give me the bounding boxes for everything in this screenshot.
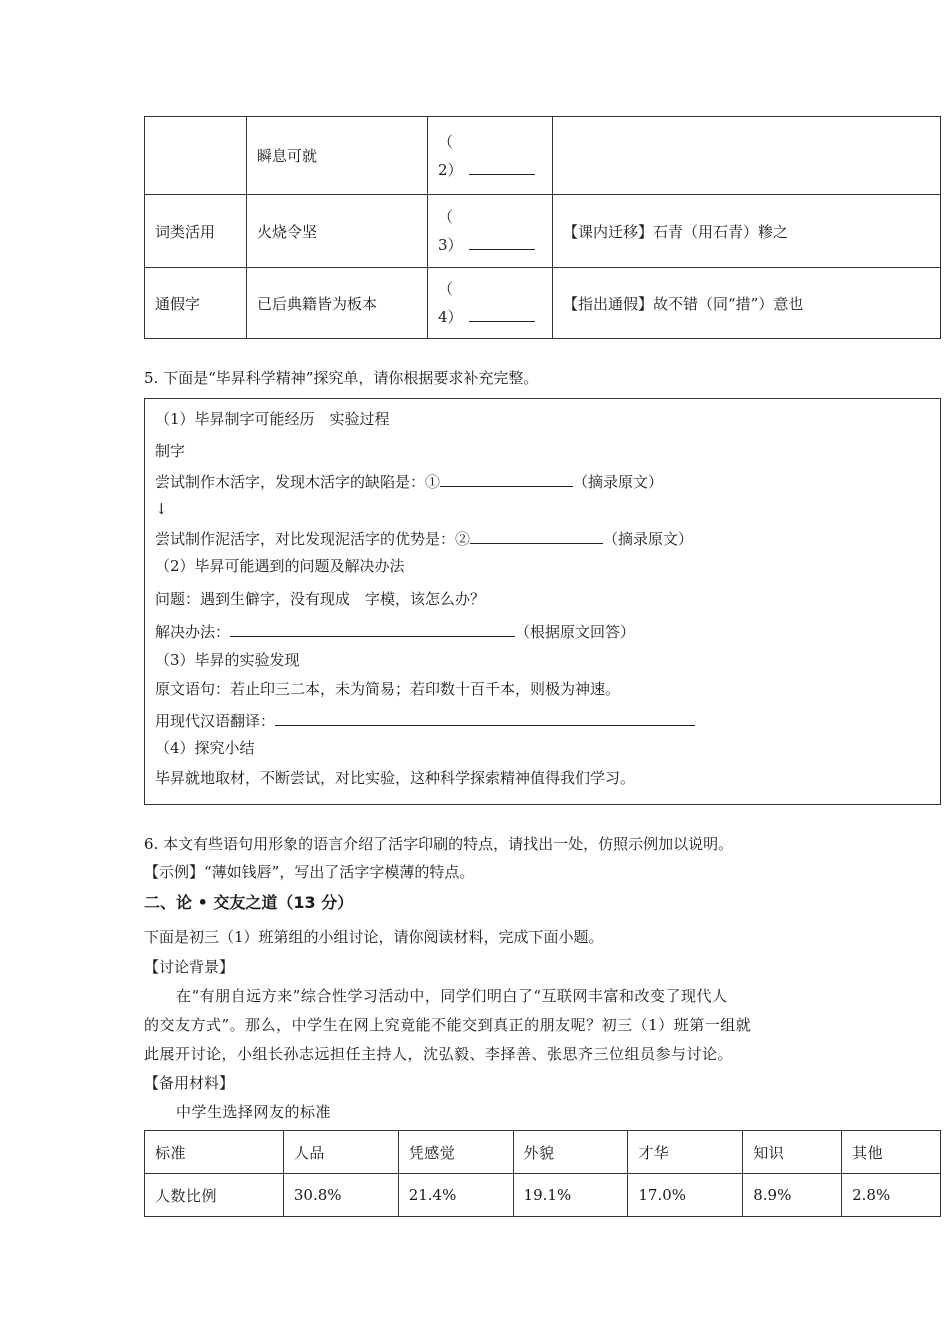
table-title: 中学生选择网友的标准 [176, 1103, 332, 1121]
note-cell [553, 117, 941, 195]
example-cell: 瞬息可就 [247, 117, 428, 195]
note-cell: 【指出通假】故不错（同“措”）意也 [553, 268, 941, 339]
box-line: 原文语句：若止印三二本，未为简易；若印数十百千本，则极为神速。 [155, 680, 621, 698]
value-cell: 30.8% [283, 1174, 398, 1217]
box-line-solution: 解决办法： （根据原文回答） [155, 620, 635, 642]
terms-table [144, 116, 941, 339]
value-cell: 17.0% [628, 1174, 743, 1217]
answer-blank[interactable] [469, 158, 535, 175]
box-line: （3）毕昇的实验发现 [155, 651, 300, 669]
background-line: 的交友方式”。那么，中学生在网上究竟能不能交到真正的朋友呢？初三（1）班第一组就 [144, 1016, 752, 1034]
box-line-clay: 尝试制作泥活字，对比发现泥活字的优势是：② （摘录原文） [155, 527, 693, 549]
inquiry-box [144, 398, 941, 805]
background-label: 【讨论背景】 [144, 958, 235, 976]
box-line: 毕昇就地取材，不断尝试，对比实验，这种科学探索精神值得我们学习。 [155, 769, 636, 787]
header-cell: 知识 [743, 1131, 842, 1174]
table-row [145, 117, 941, 195]
note-cell: 【课内迁移】石青（用石青）糁之 [553, 195, 941, 268]
arrow-down-icon: ↓ [155, 500, 168, 518]
material-label: 【备用材料】 [144, 1074, 235, 1092]
type-cell: 词类活用 [145, 195, 247, 268]
stats-table [144, 1130, 941, 1217]
box-line: （4）探究小结 [155, 739, 255, 757]
header-cell: 外貌 [513, 1131, 628, 1174]
header-cell: 其他 [842, 1131, 941, 1174]
value-cell: 人数比例 [145, 1174, 284, 1217]
q6-prompt: 6. 本文有些语句用形象的语言介绍了活字印刷的特点，请找出一处，仿照示例加以说明。 [144, 835, 734, 853]
box-line: 问题：遇到生僻字，没有现成 字模，该怎么办？ [155, 590, 486, 608]
box-line: （2）毕昇可能遇到的问题及解决办法 [155, 557, 405, 575]
answer-blank-solution[interactable] [230, 620, 515, 637]
blank-cell[interactable]: （ 3） [428, 195, 553, 268]
q5-prompt: 5. 下面是“毕昇科学精神”探究单，请你根据要求补充完整。 [144, 369, 539, 387]
blank-cell[interactable]: （ 2） [428, 117, 553, 195]
table-row [145, 1131, 941, 1174]
header-cell: 人品 [283, 1131, 398, 1174]
type-cell [145, 117, 247, 195]
table-row [145, 1174, 941, 1217]
section-title: 二、论 • 交友之道（13 分） [144, 893, 354, 912]
box-line: 制字 [155, 442, 186, 460]
example-cell: 已后典籍皆为板本 [247, 268, 428, 339]
q6-example: 【示例】“薄如钱唇”，写出了活字字模薄的特点。 [144, 863, 475, 881]
background-line: 在“有朋自远方来”综合性学习活动中，同学们明白了“互联网丰富和改变了现代人 [176, 987, 728, 1005]
box-line: （1）毕昇制字可能经历 实验过程 [155, 410, 390, 428]
value-cell: 19.1% [513, 1174, 628, 1217]
value-cell: 2.8% [842, 1174, 941, 1217]
background-line: 此展开讨论，小组长孙志远担任主持人，沈弘毅、李择善、张思齐三位组员参与讨论。 [144, 1045, 734, 1063]
answer-blank-translate[interactable] [275, 709, 695, 726]
answer-blank-2[interactable] [470, 527, 603, 544]
answer-blank[interactable] [469, 233, 535, 250]
table-row [145, 195, 941, 268]
answer-blank[interactable] [469, 305, 535, 322]
box-line-translate: 用现代汉语翻译： [155, 709, 695, 731]
header-cell: 才华 [628, 1131, 743, 1174]
example-cell: 火烧令坚 [247, 195, 428, 268]
header-cell: 凭感觉 [398, 1131, 513, 1174]
answer-blank-1[interactable] [440, 470, 573, 487]
value-cell: 21.4% [398, 1174, 513, 1217]
box-line-wood: 尝试制作木活字，发现木活字的缺陷是：① （摘录原文） [155, 470, 663, 492]
section-intro: 下面是初三（1）班第组的小组讨论，请你阅读材料，完成下面小题。 [144, 928, 604, 946]
blank-cell[interactable]: （ 4） [428, 268, 553, 339]
value-cell: 8.9% [743, 1174, 842, 1217]
table-row [145, 268, 941, 339]
header-cell: 标准 [145, 1131, 284, 1174]
type-cell: 通假字 [145, 268, 247, 339]
